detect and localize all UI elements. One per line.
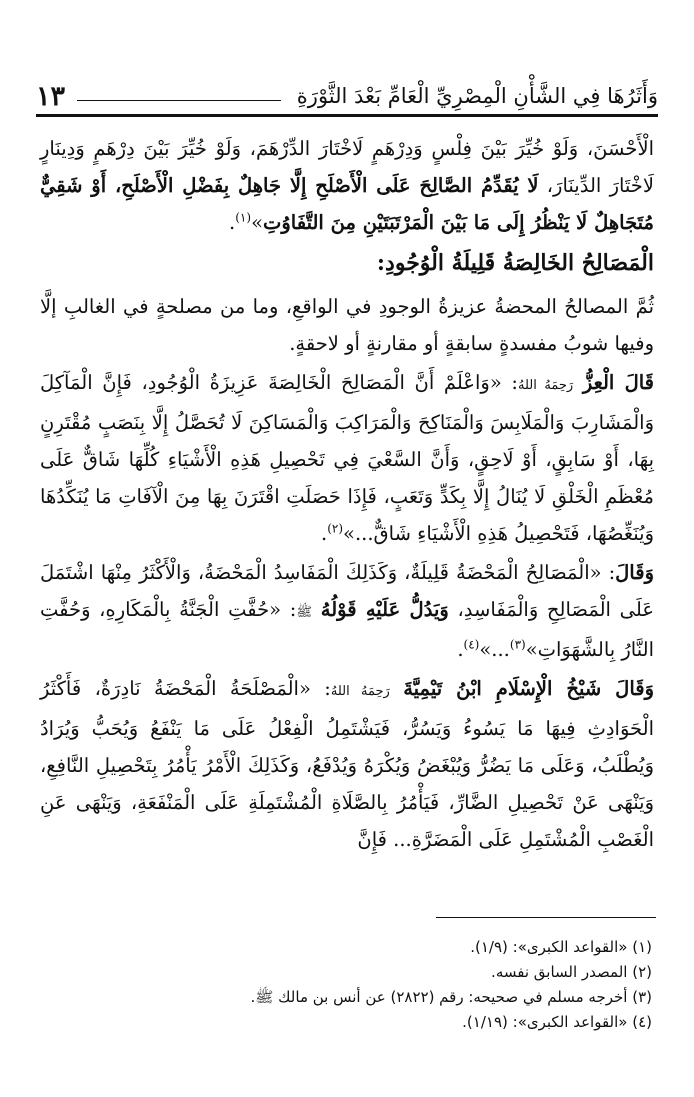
footnote-ref-3: (٣) [509, 637, 526, 652]
paragraph-3: قَالَ الْعِزُّ رَحِمَهُ اللهُ: «وَاعْلَمْ أَنَّ الْمَصَالِحَ الْخَالِصَةَ عَزِيزَةُ الْوُجُودِ، فَإِنَّ الْمَآكِلَ وَالْمَشَارِبَ وَالْمَلَابِسَ وَالْمَنَاكِحَ وَالْمَرَاكِبَ وَالْمَسَاكِنَ لَا تُحَصَّلُ إِلَّا بِنَصَبٍ مُقْتَرِنٍ بِهَا، أَوْ سَابِقٍ، أَوْ لَاحِقٍ، وَأَنَّ السَّعْيَ فِي تَحْصِيلِ هَذِهِ الْأَشْيَاءِ كُلِّهَا شَاقٌّ عَلَى مُعْظَمِ الْخَلْقِ لَا يُنَالُ إِلَّا بِكَدٍّ وَتَعَبٍ، فَإِذَا حَصَلَتِ اقْتَرَنَ بِهَا مِنَ الْآفَاتِ مَا يُنَكِّدُهَا وَيُنَغِّصُهَا، فَتَحْصِيلُ هَذِهِ الْأَشْيَاءِ شَاقٌّ...»$^{(٢)}$. [40, 371, 655, 545]
footnote-ref-1: (١) [235, 210, 252, 225]
honorific-mark-2: رَحِمَهُ اللهُ [330, 684, 390, 699]
paragraph-1-emphasis: لَا يُقَدِّمُ الصَّالِحَ عَلَى الْأَصْلَحِ إِلَّا جَاهِلٌ بِفَضْلِ الْأَصْلَحِ، أَوْ شَقِيٌّ مُتَجَاهِلٌ لَا يَنْظُرُ إِلَى مَا بَيْنَ الْمَرْتَبَتَيْنِ مِنَ التَّفَاوُتِ [40, 174, 654, 234]
paragraph-5-lead: وَقَالَ شَيْخُ الْإِسْلَامِ ابْنُ تَيْمِيَّةَ [403, 677, 654, 700]
honorific-mark: رَحِمَهُ اللهُ [517, 378, 574, 393]
page-number: ١٣ [36, 80, 66, 112]
section-heading: الْمَصَالِحُ الخَالِصَةُ قَلِيلَةُ الْوُجُودِ: [376, 250, 654, 276]
paragraph-4-lead: وَقَالَ [615, 561, 654, 584]
paragraph-1: الْأَحْسَنَ، وَلَوْ خُيِّرَ بَيْنَ فِلْسٍ وَدِرْهَمٍ لَاخْتَارَ الدِّرْهَمَ، وَلَوْ خُيِّرَ بَيْنَ دِرْهَمٍ وَدِينَارٍ لَاخْتَارَ الدِّينَارَ، لَا يُقَدِّمُ الصَّالِحَ عَلَى الْأَصْلَحِ إِلَّا جَاهِلٌ بِفَضْلِ الْأَصْلَحِ، أَوْ شَقِيٌّ مُتَجَاهِلٌ لَا يَنْظُرُ إِلَى مَا بَيْنَ الْمَرْتَبَتَيْنِ مِنَ التَّفَاوُتِ»$^{(١)}$. [40, 137, 654, 234]
footnote-ref-2: (٢) [327, 521, 344, 536]
hadith-quote: : «حُفَّتِ الْجَنَّةُ بِالْمَكَارِهِ، وَحُفَّتِ النَّارُ بِالشَّهَوَاتِ» [40, 598, 654, 661]
paragraph-4-text: : «الْمَصَالِحُ الْمَحْضَةُ قَلِيلَةٌ، وَكَذَلِكَ الْمَفَاسِدُ الْمَحْضَةُ، وَالْأَكْثَرُ مِنْهَا اشْتَمَلَ عَلَى الْمَصَالِحِ وَالْمَفَاسِدِ، [40, 561, 654, 621]
footnotes [40, 935, 652, 1035]
paragraph-4-emphasis: وَيَدُلُّ عَلَيْهِ قَوْلُهُ [320, 598, 449, 621]
paragraph-5 [40, 670, 654, 858]
footnote-separator [436, 917, 656, 918]
salawat-mark: ﷺ [296, 605, 313, 620]
paragraph-4-end: ...» [479, 638, 510, 661]
paragraph-4: وَقَالَ: «الْمَصَالِحُ الْمَحْضَةُ قَلِيلَةٌ، وَكَذَلِكَ الْمَفَاسِدُ الْمَحْضَةُ، وَالْأَكْثَرُ مِنْهَا اشْتَمَلَ عَلَى الْمَصَالِحِ وَالْمَفَاسِدِ، وَيَدُلُّ عَلَيْهِ قَوْلُهُ ﷺ: «حُفَّتِ الْجَنَّةُ بِالْمَكَارِهِ، وَحُفَّتِ النَّارُ بِالشَّهَوَاتِ»$^{(٣)}$...»$^{(٤)}$. [40, 561, 654, 661]
footnote-1: (١) «القواعد الكبرى»: (١/٩). [470, 938, 652, 956]
paragraph-1-end: » [251, 211, 263, 234]
body-text [40, 130, 654, 860]
running-title: وَأَثَرُهَا فِي الشَّأْنِ الْمِصْرِيِّ الْعَامِّ بَعْدَ الثَّوْرَةِ [296, 84, 658, 108]
paragraph-1-text: الْأَحْسَنَ، وَلَوْ خُيِّرَ بَيْنَ فِلْسٍ وَدِرْهَمٍ لَاخْتَارَ الدِّرْهَمَ، وَلَوْ خُيِّرَ بَيْنَ دِرْهَمٍ وَدِينَارٍ لَاخْتَارَ الدِّينَارَ، [40, 137, 654, 197]
footnote-3: (٣) أخرجه مسلم في صحيحه: رقم (٢٨٢٢) عن أنس بن مالك ﷺ. [250, 988, 652, 1006]
running-header [36, 78, 658, 117]
paragraph-3-lead: قَالَ الْعِزُّ [582, 371, 655, 394]
footnote-ref-4: (٤) [463, 637, 480, 652]
paragraph-3-text: : «وَاعْلَمْ أَنَّ الْمَصَالِحَ الْخَالِصَةَ عَزِيزَةُ الْوُجُودِ، فَإِنَّ الْمَآكِلَ وَالْمَشَارِبَ وَالْمَلَابِسَ وَالْمَنَاكِحَ وَالْمَرَاكِبَ وَالْمَسَاكِنَ لَا تُحَصَّلُ إِلَّا بِنَصَبٍ مُقْتَرِنٍ بِهَا، أَوْ سَابِقٍ، أَوْ لَاحِقٍ، وَأَنَّ السَّعْيَ فِي تَحْصِيلِ هَذِهِ الْأَشْيَاءِ كُلِّهَا شَاقٌّ عَلَى مُعْظَمِ الْخَلْقِ لَا يُنَالُ إِلَّا بِكَدٍّ وَتَعَبٍ، فَإِذَا حَصَلَتِ اقْتَرَنَ بِهَا مِنَ الْآفَاتِ مَا يُنَكِّدُهَا وَيُنَغِّصُهَا، فَتَحْصِيلُ هَذِهِ الْأَشْيَاءِ شَاقٌّ...» [40, 371, 654, 545]
paragraph-5-text: : «الْمَصْلَحَةُ الْمَحْضَةُ نَادِرَةٌ، فَأَكْثَرُ الْحَوَادِثِ فِيهَا مَا يَسُوءُ وَيَسُرُّ، فَيَشْتَمِلُ الْفِعْلُ عَلَى مَا يَنْفَعُ وَيُحَبُّ وَيُرَادُ وَيُطْلَبُ، وَعَلَى مَا يَضُرُّ وَيُبْغَضُ وَيُكْرَهُ وَيُدْفَعُ، وَكَذَلِكَ الْأَمْرُ يَأْمُرُ بِتَحْصِيلِ النَّافِعِ، وَيَنْهَى عَنْ تَحْصِيلِ الضَّارِّ، فَيَأْمُرُ بِالصَّلَاةِ الْمُشْتَمِلَةِ عَلَى الْمَنْفَعَةِ، وَيَنْهَى عَنِ الْغَصْبِ الْمُشْتَمِلِ عَلَى الْمَضَرَّةِ... فَإِنَّ [40, 677, 654, 851]
header-rule [77, 100, 281, 101]
footnote-4: (٤) «القواعد الكبرى»: (١/١٩). [462, 1013, 652, 1031]
footnote-2: (٢) المصدر السابق نفسه. [491, 963, 652, 981]
paragraph-2: ثُمَّ المصالحُ المحضةُ عزيزةُ الوجودِ في الواقعِ، وما من مصلحةٍ في الغالبِ إلَّا وفيها شوبُ مفسدةٍ سابقةٍ أو مقارنةٍ أو لاحقةٍ. [40, 295, 654, 355]
